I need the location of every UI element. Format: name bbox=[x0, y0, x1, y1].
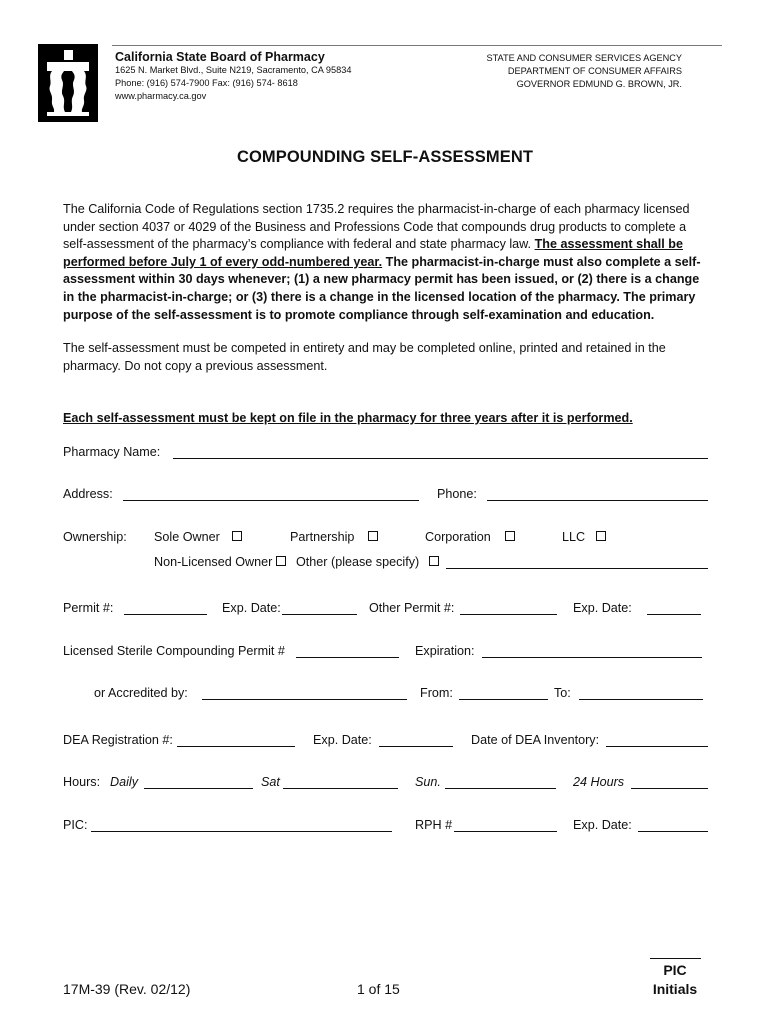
other-permit-label: Other Permit #: bbox=[369, 601, 455, 615]
accredited-by-label: or Accredited by: bbox=[94, 686, 188, 700]
address-field[interactable] bbox=[123, 500, 419, 501]
sterile-permit-label: Licensed Sterile Compounding Permit # bbox=[63, 644, 285, 658]
header-rule bbox=[112, 45, 722, 46]
other-ownership-label: Other (please specify) bbox=[296, 555, 420, 569]
llc-checkbox[interactable] bbox=[596, 531, 606, 541]
from-label: From: bbox=[420, 686, 453, 700]
page-number: 1 of 15 bbox=[357, 981, 400, 997]
intro-deadline: The assessment shall be performed before July 1 of every odd-numbered year. bbox=[63, 237, 683, 269]
completion-paragraph: The self-assessment must be competed in entirety and may be completed online, printed and retained in the pharmacy. Do not copy a previous assessment. bbox=[63, 341, 666, 373]
pharmacy-name-label: Pharmacy Name: bbox=[63, 445, 161, 459]
other-permit-field[interactable] bbox=[460, 614, 557, 615]
corporation-checkbox[interactable] bbox=[505, 531, 515, 541]
24-hours-label: 24 Hours bbox=[573, 775, 625, 789]
to-label: To: bbox=[554, 686, 571, 700]
permit-label: Permit #: bbox=[63, 601, 114, 615]
board-of-pharmacy-logo bbox=[38, 44, 98, 122]
other-ownership-field[interactable] bbox=[446, 568, 708, 569]
pic-label: PIC: bbox=[63, 818, 88, 832]
page-title: COMPOUNDING SELF-ASSESSMENT bbox=[236, 148, 534, 166]
intro-paragraph bbox=[63, 201, 713, 324]
dea-exp-date-label: Exp. Date: bbox=[313, 733, 372, 747]
permit-exp-date-field[interactable] bbox=[282, 614, 357, 615]
mortar-pestle-logo-icon bbox=[38, 44, 98, 122]
agency-line-1: STATE AND CONSUMER SERVICES AGENCY bbox=[486, 53, 682, 63]
24-hours-field[interactable] bbox=[631, 788, 708, 789]
to-field[interactable] bbox=[579, 699, 703, 700]
initials-label: Initials bbox=[652, 981, 698, 997]
phone-field[interactable] bbox=[487, 500, 708, 501]
board-phone-fax: Phone: (916) 574-7900 Fax: (916) 574- 8618 bbox=[115, 78, 298, 88]
board-contact bbox=[115, 64, 351, 103]
dea-inventory-field[interactable] bbox=[606, 746, 708, 747]
expiration-label: Expiration: bbox=[415, 644, 475, 658]
sole-owner-checkbox[interactable] bbox=[232, 531, 242, 541]
sat-label: Sat bbox=[261, 775, 280, 789]
retention-notice: Each self-assessment must be kept on file in the pharmacy for three years after it is performed. bbox=[63, 411, 633, 425]
dea-registration-label: DEA Registration #: bbox=[63, 733, 173, 747]
board-address: 1625 N. Market Blvd., Suite N219, Sacramento, CA 95834 bbox=[115, 65, 352, 75]
corporation-label: Corporation bbox=[425, 530, 491, 544]
sun-label: Sun. bbox=[415, 775, 441, 789]
pic-initials-heading: PIC bbox=[663, 962, 687, 978]
board-name: California State Board of Pharmacy bbox=[115, 50, 325, 64]
address-label: Address: bbox=[63, 487, 113, 501]
dea-registration-field[interactable] bbox=[177, 746, 295, 747]
pic-initials-field[interactable] bbox=[650, 958, 701, 959]
sole-owner-option[interactable] bbox=[154, 530, 242, 544]
board-website: www.pharmacy.ca.gov bbox=[115, 91, 207, 101]
llc-label: LLC bbox=[562, 530, 586, 544]
phone-label: Phone: bbox=[437, 487, 477, 501]
sun-hours-field[interactable] bbox=[445, 788, 556, 789]
permit-exp-date-label: Exp. Date: bbox=[222, 601, 281, 615]
accredited-by-field[interactable] bbox=[202, 699, 407, 700]
rph-label: RPH # bbox=[415, 818, 453, 832]
pic-field[interactable] bbox=[91, 831, 392, 832]
pic-exp-date-label: Exp. Date: bbox=[573, 818, 632, 832]
non-licensed-owner-checkbox[interactable] bbox=[276, 556, 286, 566]
agency-block bbox=[486, 52, 682, 91]
pic-exp-date-field[interactable] bbox=[638, 831, 708, 832]
intro-text: The California Code of Regulations section 1735.2 requires the pharmacist-in-charge of each pharmacy licensed under section 4037 or 4029 of the Business and Professions Code that compounds drug products to complete a self-assessment of the pharmacy’s compliance with federal and state pharmacy law. bbox=[63, 202, 690, 252]
expiration-field[interactable] bbox=[482, 657, 702, 658]
partnership-option[interactable] bbox=[290, 530, 378, 544]
from-field[interactable] bbox=[459, 699, 548, 700]
other-ownership-checkbox[interactable] bbox=[429, 556, 439, 566]
dea-inventory-label: Date of DEA Inventory: bbox=[471, 733, 600, 747]
other-permit-exp-date-field[interactable] bbox=[647, 614, 701, 615]
rph-field[interactable] bbox=[454, 831, 557, 832]
permit-field[interactable] bbox=[124, 614, 207, 615]
daily-label: Daily bbox=[110, 775, 138, 789]
agency-line-3: GOVERNOR EDMUND G. BROWN, JR. bbox=[516, 79, 682, 89]
non-licensed-owner-label: Non-Licensed Owner bbox=[154, 555, 273, 569]
non-licensed-owner-option[interactable] bbox=[154, 555, 286, 569]
partnership-label: Partnership bbox=[290, 530, 355, 544]
corporation-option[interactable] bbox=[425, 530, 515, 544]
ownership-label: Ownership: bbox=[63, 530, 127, 544]
agency-line-2: DEPARTMENT OF CONSUMER AFFAIRS bbox=[507, 66, 682, 76]
other-ownership-option[interactable] bbox=[296, 555, 439, 569]
partnership-checkbox[interactable] bbox=[368, 531, 378, 541]
llc-option[interactable] bbox=[562, 530, 606, 544]
pharmacy-name-field[interactable] bbox=[173, 458, 708, 459]
other-permit-exp-date-label: Exp. Date: bbox=[573, 601, 632, 615]
dea-exp-date-field[interactable] bbox=[379, 746, 453, 747]
daily-hours-field[interactable] bbox=[144, 788, 253, 789]
intro-requirements: The pharmacist-in-charge must also complete a self-assessment within 30 days whenever; (1) a new pharmacy permit has been issued, or (2) there is a change in the pharmacist-in-charge; or (3) there is a change in the licensed location of the pharmacy. The primary purpose of the self-assessment is to promote compliance through self-examination and education. bbox=[63, 254, 701, 322]
sole-owner-label: Sole Owner bbox=[154, 530, 220, 544]
sat-hours-field[interactable] bbox=[283, 788, 398, 789]
hours-label: Hours: bbox=[63, 775, 101, 789]
form-id: 17M-39 (Rev. 02/12) bbox=[63, 981, 191, 997]
sterile-permit-field[interactable] bbox=[296, 657, 399, 658]
